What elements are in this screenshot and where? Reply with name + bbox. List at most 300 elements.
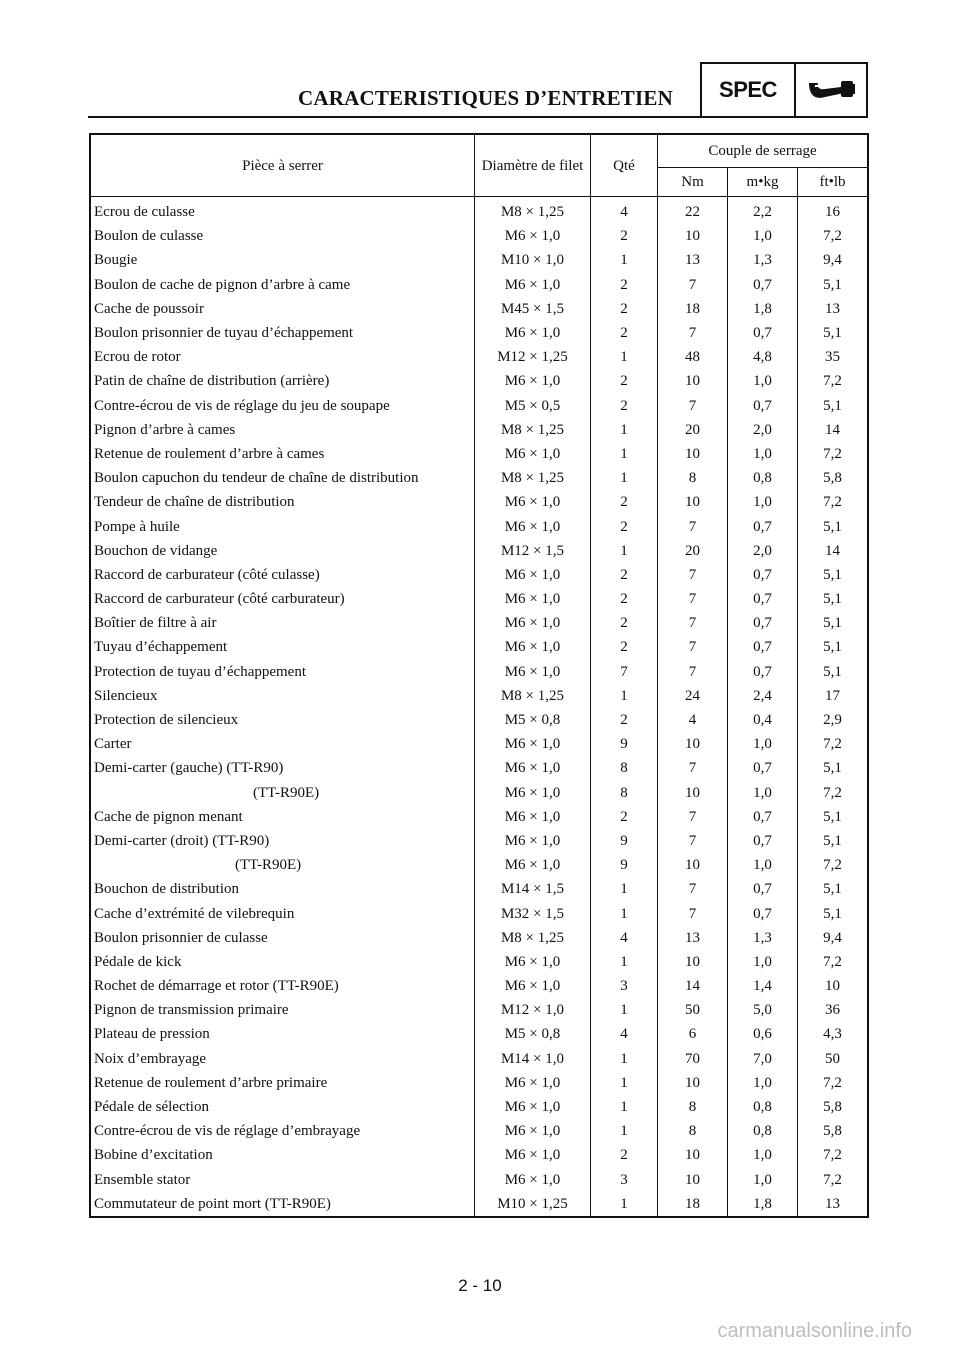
table-row <box>90 514 868 538</box>
cell-mkg: 0,8 <box>728 1119 798 1143</box>
cell-qty: 2 <box>591 297 658 321</box>
cell-ftlb: 16 <box>798 197 869 225</box>
cell-nm: 7 <box>658 273 728 297</box>
cell-thread: M8 × 1,25 <box>475 466 591 490</box>
cell-part: Ensemble stator <box>90 1168 475 1192</box>
cell-qty: 1 <box>591 684 658 708</box>
cell-nm: 7 <box>658 829 728 853</box>
cell-part: (TT-R90E) <box>90 853 475 877</box>
cell-thread: M14 × 1,0 <box>475 1047 591 1071</box>
cell-nm: 10 <box>658 732 728 756</box>
cell-mkg: 7,0 <box>728 1047 798 1071</box>
cell-ftlb: 5,8 <box>798 1119 869 1143</box>
cell-thread: M6 × 1,0 <box>475 224 591 248</box>
table-row <box>90 611 868 635</box>
cell-mkg: 1,8 <box>728 1192 798 1217</box>
table-row <box>90 635 868 659</box>
cell-part: Boîtier de filtre à air <box>90 611 475 635</box>
cell-nm: 22 <box>658 197 728 225</box>
cell-nm: 10 <box>658 369 728 393</box>
cell-thread: M6 × 1,0 <box>475 1119 591 1143</box>
table-row <box>90 418 868 442</box>
cell-ftlb: 5,1 <box>798 394 869 418</box>
watermark: carmanualsonline.info <box>717 1320 912 1342</box>
cell-ftlb: 5,1 <box>798 877 869 901</box>
cell-mkg: 1,0 <box>728 1071 798 1095</box>
cell-thread: M5 × 0,8 <box>475 708 591 732</box>
cell-thread: M6 × 1,0 <box>475 829 591 853</box>
page-number: 2 - 10 <box>458 1276 502 1295</box>
cell-qty: 1 <box>591 1071 658 1095</box>
cell-mkg: 1,4 <box>728 974 798 998</box>
table-row <box>90 587 868 611</box>
cell-thread: M6 × 1,0 <box>475 1071 591 1095</box>
table-row <box>90 224 868 248</box>
cell-nm: 7 <box>658 660 728 684</box>
cell-ftlb: 35 <box>798 345 869 369</box>
col-header-qty: Qté <box>591 134 658 197</box>
cell-qty: 2 <box>591 1143 658 1167</box>
cell-qty: 2 <box>591 490 658 514</box>
cell-thread: M10 × 1,0 <box>475 248 591 272</box>
cell-part: Retenue de roulement d’arbre primaire <box>90 1071 475 1095</box>
cell-thread: M6 × 1,0 <box>475 1143 591 1167</box>
cell-nm: 7 <box>658 394 728 418</box>
cell-nm: 7 <box>658 635 728 659</box>
cell-nm: 7 <box>658 901 728 925</box>
cell-qty: 2 <box>591 369 658 393</box>
cell-qty: 2 <box>591 224 658 248</box>
cell-ftlb: 5,1 <box>798 514 869 538</box>
cell-qty: 1 <box>591 1192 658 1217</box>
cell-mkg: 1,0 <box>728 732 798 756</box>
cell-part: Contre-écrou de vis de réglage d’embrayage <box>90 1119 475 1143</box>
table-row <box>90 490 868 514</box>
cell-part: Protection de tuyau d’échappement <box>90 660 475 684</box>
table-row <box>90 877 868 901</box>
cell-qty: 1 <box>591 877 658 901</box>
cell-mkg: 0,7 <box>728 321 798 345</box>
cell-mkg: 1,0 <box>728 224 798 248</box>
table-row <box>90 1119 868 1143</box>
cell-mkg: 1,0 <box>728 950 798 974</box>
cell-qty: 1 <box>591 998 658 1022</box>
cell-qty: 9 <box>591 732 658 756</box>
cell-thread: M12 × 1,5 <box>475 539 591 563</box>
table-row <box>90 901 868 925</box>
cell-part: Retenue de roulement d’arbre à cames <box>90 442 475 466</box>
table-row <box>90 1168 868 1192</box>
cell-mkg: 0,7 <box>728 563 798 587</box>
cell-nm: 18 <box>658 297 728 321</box>
cell-nm: 10 <box>658 1071 728 1095</box>
cell-ftlb: 5,1 <box>798 829 869 853</box>
cell-qty: 2 <box>591 563 658 587</box>
cell-part: Tendeur de chaîne de distribution <box>90 490 475 514</box>
cell-part: Patin de chaîne de distribution (arrière) <box>90 369 475 393</box>
table-row <box>90 998 868 1022</box>
cell-ftlb: 7,2 <box>798 950 869 974</box>
cell-mkg: 0,7 <box>728 394 798 418</box>
cell-nm: 48 <box>658 345 728 369</box>
table-row <box>90 1071 868 1095</box>
cell-qty: 1 <box>591 345 658 369</box>
torque-spec-table <box>89 133 869 1218</box>
cell-ftlb: 50 <box>798 1047 869 1071</box>
cell-thread: M8 × 1,25 <box>475 684 591 708</box>
cell-ftlb: 4,3 <box>798 1022 869 1046</box>
cell-part: Bougie <box>90 248 475 272</box>
cell-nm: 20 <box>658 539 728 563</box>
cell-ftlb: 14 <box>798 539 869 563</box>
cell-mkg: 0,7 <box>728 756 798 780</box>
cell-mkg: 0,7 <box>728 611 798 635</box>
cell-qty: 4 <box>591 197 658 225</box>
cell-part: Pédale de kick <box>90 950 475 974</box>
cell-part: Silencieux <box>90 684 475 708</box>
table-row <box>90 1095 868 1119</box>
cell-mkg: 0,7 <box>728 514 798 538</box>
cell-part: Demi-carter (droit) (TT-R90) <box>90 829 475 853</box>
cell-mkg: 0,7 <box>728 901 798 925</box>
cell-nm: 8 <box>658 1119 728 1143</box>
table-row <box>90 297 868 321</box>
cell-thread: M8 × 1,25 <box>475 926 591 950</box>
cell-nm: 8 <box>658 1095 728 1119</box>
table-row <box>90 369 868 393</box>
cell-part: Raccord de carburateur (côté carburateur) <box>90 587 475 611</box>
cell-ftlb: 7,2 <box>798 1143 869 1167</box>
cell-part: Plateau de pression <box>90 1022 475 1046</box>
cell-ftlb: 7,2 <box>798 1168 869 1192</box>
col-header-nm: Nm <box>658 168 728 197</box>
cell-nm: 20 <box>658 418 728 442</box>
cell-qty: 3 <box>591 974 658 998</box>
cell-mkg: 2,2 <box>728 197 798 225</box>
cell-part: Raccord de carburateur (côté culasse) <box>90 563 475 587</box>
cell-qty: 3 <box>591 1168 658 1192</box>
cell-ftlb: 5,8 <box>798 1095 869 1119</box>
cell-thread: M6 × 1,0 <box>475 635 591 659</box>
cell-part: Boulon prisonnier de culasse <box>90 926 475 950</box>
cell-ftlb: 14 <box>798 418 869 442</box>
cell-thread: M6 × 1,0 <box>475 732 591 756</box>
cell-part: Bobine d’excitation <box>90 1143 475 1167</box>
table-row <box>90 539 868 563</box>
table-row <box>90 197 868 225</box>
cell-mkg: 0,7 <box>728 805 798 829</box>
cell-ftlb: 7,2 <box>798 1071 869 1095</box>
wrench-icon <box>796 64 866 116</box>
table-row <box>90 442 868 466</box>
cell-part: Contre-écrou de vis de réglage du jeu de soupape <box>90 394 475 418</box>
cell-part: Bouchon de vidange <box>90 539 475 563</box>
cell-qty: 1 <box>591 950 658 974</box>
cell-mkg: 1,0 <box>728 490 798 514</box>
cell-mkg: 2,0 <box>728 539 798 563</box>
cell-thread: M6 × 1,0 <box>475 781 591 805</box>
table-row <box>90 1022 868 1046</box>
cell-thread: M8 × 1,25 <box>475 418 591 442</box>
cell-nm: 10 <box>658 950 728 974</box>
cell-nm: 7 <box>658 611 728 635</box>
cell-part: Ecrou de rotor <box>90 345 475 369</box>
cell-nm: 7 <box>658 587 728 611</box>
cell-part: (TT-R90E) <box>90 781 475 805</box>
cell-part: Cache d’extrémité de vilebrequin <box>90 901 475 925</box>
cell-nm: 50 <box>658 998 728 1022</box>
cell-qty: 2 <box>591 611 658 635</box>
cell-part: Demi-carter (gauche) (TT-R90) <box>90 756 475 780</box>
cell-thread: M6 × 1,0 <box>475 1095 591 1119</box>
cell-nm: 70 <box>658 1047 728 1071</box>
cell-ftlb: 7,2 <box>798 442 869 466</box>
cell-ftlb: 5,1 <box>798 273 869 297</box>
col-header-part: Pièce à serrer <box>90 134 475 197</box>
cell-nm: 24 <box>658 684 728 708</box>
cell-ftlb: 5,1 <box>798 805 869 829</box>
cell-nm: 10 <box>658 853 728 877</box>
cell-ftlb: 5,1 <box>798 756 869 780</box>
spec-badge <box>700 62 868 118</box>
cell-thread: M6 × 1,0 <box>475 853 591 877</box>
col-header-thread: Diamètre de filet <box>475 134 591 197</box>
cell-thread: M6 × 1,0 <box>475 660 591 684</box>
cell-part: Carter <box>90 732 475 756</box>
cell-thread: M6 × 1,0 <box>475 1168 591 1192</box>
cell-ftlb: 36 <box>798 998 869 1022</box>
cell-mkg: 0,7 <box>728 660 798 684</box>
cell-part: Commutateur de point mort (TT-R90E) <box>90 1192 475 1217</box>
cell-ftlb: 7,2 <box>798 781 869 805</box>
cell-mkg: 0,7 <box>728 877 798 901</box>
table-row <box>90 394 868 418</box>
table-row <box>90 926 868 950</box>
cell-thread: M14 × 1,5 <box>475 877 591 901</box>
cell-thread: M6 × 1,0 <box>475 756 591 780</box>
cell-thread: M12 × 1,0 <box>475 998 591 1022</box>
cell-qty: 4 <box>591 1022 658 1046</box>
cell-part: Ecrou de culasse <box>90 197 475 225</box>
spec-badge-label: SPEC <box>702 64 796 116</box>
cell-qty: 4 <box>591 926 658 950</box>
table-row <box>90 805 868 829</box>
cell-ftlb: 17 <box>798 684 869 708</box>
cell-ftlb: 7,2 <box>798 369 869 393</box>
cell-ftlb: 7,2 <box>798 224 869 248</box>
cell-ftlb: 2,9 <box>798 708 869 732</box>
cell-nm: 4 <box>658 708 728 732</box>
table-row <box>90 1047 868 1071</box>
cell-qty: 8 <box>591 756 658 780</box>
cell-qty: 1 <box>591 1047 658 1071</box>
cell-thread: M6 × 1,0 <box>475 950 591 974</box>
table-row <box>90 853 868 877</box>
table-row <box>90 1143 868 1167</box>
cell-part: Pignon d’arbre à cames <box>90 418 475 442</box>
cell-ftlb: 5,1 <box>798 635 869 659</box>
cell-nm: 7 <box>658 563 728 587</box>
cell-mkg: 1,3 <box>728 248 798 272</box>
cell-qty: 2 <box>591 321 658 345</box>
cell-mkg: 0,4 <box>728 708 798 732</box>
cell-mkg: 1,0 <box>728 781 798 805</box>
cell-part: Pédale de sélection <box>90 1095 475 1119</box>
cell-ftlb: 5,1 <box>798 563 869 587</box>
cell-mkg: 0,8 <box>728 1095 798 1119</box>
cell-thread: M6 × 1,0 <box>475 611 591 635</box>
cell-qty: 1 <box>591 1119 658 1143</box>
cell-part: Pompe à huile <box>90 514 475 538</box>
cell-thread: M6 × 1,0 <box>475 490 591 514</box>
col-header-ftlb: ft•lb <box>798 168 869 197</box>
cell-mkg: 1,0 <box>728 853 798 877</box>
cell-part: Tuyau d’échappement <box>90 635 475 659</box>
cell-qty: 2 <box>591 394 658 418</box>
cell-part: Cache de pignon menant <box>90 805 475 829</box>
cell-nm: 10 <box>658 781 728 805</box>
cell-nm: 7 <box>658 877 728 901</box>
cell-qty: 1 <box>591 901 658 925</box>
cell-part: Rochet de démarrage et rotor (TT-R90E) <box>90 974 475 998</box>
table-row <box>90 345 868 369</box>
cell-ftlb: 10 <box>798 974 869 998</box>
table-row <box>90 708 868 732</box>
cell-mkg: 2,0 <box>728 418 798 442</box>
cell-ftlb: 13 <box>798 297 869 321</box>
table-row <box>90 466 868 490</box>
cell-part: Pignon de transmission primaire <box>90 998 475 1022</box>
cell-mkg: 1,0 <box>728 442 798 466</box>
cell-ftlb: 5,1 <box>798 321 869 345</box>
cell-nm: 7 <box>658 321 728 345</box>
cell-nm: 7 <box>658 805 728 829</box>
table-row <box>90 684 868 708</box>
cell-ftlb: 7,2 <box>798 732 869 756</box>
table-row <box>90 1192 868 1217</box>
cell-mkg: 4,8 <box>728 345 798 369</box>
cell-qty: 1 <box>591 418 658 442</box>
cell-nm: 14 <box>658 974 728 998</box>
cell-ftlb: 5,1 <box>798 901 869 925</box>
cell-mkg: 1,0 <box>728 1143 798 1167</box>
cell-ftlb: 7,2 <box>798 490 869 514</box>
cell-part: Boulon prisonnier de tuyau d’échappement <box>90 321 475 345</box>
cell-nm: 18 <box>658 1192 728 1217</box>
cell-thread: M6 × 1,0 <box>475 442 591 466</box>
col-header-torque: Couple de serrage <box>658 134 869 168</box>
table-row <box>90 829 868 853</box>
cell-mkg: 0,7 <box>728 635 798 659</box>
table-row <box>90 248 868 272</box>
cell-qty: 9 <box>591 829 658 853</box>
table-row <box>90 756 868 780</box>
cell-thread: M6 × 1,0 <box>475 563 591 587</box>
cell-nm: 10 <box>658 442 728 466</box>
cell-qty: 1 <box>591 1095 658 1119</box>
cell-qty: 8 <box>591 781 658 805</box>
cell-qty: 1 <box>591 442 658 466</box>
cell-qty: 2 <box>591 273 658 297</box>
cell-mkg: 2,4 <box>728 684 798 708</box>
cell-ftlb: 5,1 <box>798 611 869 635</box>
cell-nm: 8 <box>658 466 728 490</box>
cell-thread: M6 × 1,0 <box>475 514 591 538</box>
cell-qty: 2 <box>591 635 658 659</box>
cell-part: Protection de silencieux <box>90 708 475 732</box>
cell-thread: M32 × 1,5 <box>475 901 591 925</box>
cell-part: Boulon de culasse <box>90 224 475 248</box>
cell-thread: M6 × 1,0 <box>475 369 591 393</box>
cell-part: Bouchon de distribution <box>90 877 475 901</box>
table-row <box>90 660 868 684</box>
cell-mkg: 1,8 <box>728 297 798 321</box>
table-row <box>90 563 868 587</box>
cell-mkg: 0,7 <box>728 273 798 297</box>
cell-nm: 10 <box>658 1168 728 1192</box>
cell-thread: M5 × 0,5 <box>475 394 591 418</box>
cell-thread: M5 × 0,8 <box>475 1022 591 1046</box>
cell-ftlb: 9,4 <box>798 248 869 272</box>
table-row <box>90 732 868 756</box>
cell-mkg: 1,0 <box>728 369 798 393</box>
cell-qty: 7 <box>591 660 658 684</box>
cell-ftlb: 5,1 <box>798 660 869 684</box>
cell-ftlb: 9,4 <box>798 926 869 950</box>
cell-mkg: 5,0 <box>728 998 798 1022</box>
table-row <box>90 950 868 974</box>
cell-part: Boulon de cache de pignon d’arbre à came <box>90 273 475 297</box>
cell-mkg: 0,7 <box>728 829 798 853</box>
cell-mkg: 0,6 <box>728 1022 798 1046</box>
cell-qty: 1 <box>591 466 658 490</box>
cell-thread: M45 × 1,5 <box>475 297 591 321</box>
table-body <box>90 197 868 1217</box>
cell-nm: 6 <box>658 1022 728 1046</box>
cell-qty: 2 <box>591 587 658 611</box>
cell-ftlb: 5,8 <box>798 466 869 490</box>
cell-mkg: 0,7 <box>728 587 798 611</box>
col-header-mkg: m•kg <box>728 168 798 197</box>
cell-thread: M6 × 1,0 <box>475 321 591 345</box>
cell-mkg: 1,3 <box>728 926 798 950</box>
table-row <box>90 974 868 998</box>
cell-qty: 2 <box>591 514 658 538</box>
cell-nm: 10 <box>658 490 728 514</box>
cell-thread: M12 × 1,25 <box>475 345 591 369</box>
table-row <box>90 781 868 805</box>
cell-part: Cache de poussoir <box>90 297 475 321</box>
cell-nm: 10 <box>658 1143 728 1167</box>
cell-qty: 1 <box>591 539 658 563</box>
cell-nm: 10 <box>658 224 728 248</box>
cell-thread: M6 × 1,0 <box>475 974 591 998</box>
cell-thread: M10 × 1,25 <box>475 1192 591 1217</box>
cell-qty: 2 <box>591 805 658 829</box>
cell-nm: 13 <box>658 248 728 272</box>
cell-part: Noix d’embrayage <box>90 1047 475 1071</box>
table-row <box>90 321 868 345</box>
cell-nm: 7 <box>658 756 728 780</box>
cell-thread: M8 × 1,25 <box>475 197 591 225</box>
cell-qty: 2 <box>591 708 658 732</box>
cell-mkg: 0,8 <box>728 466 798 490</box>
cell-thread: M6 × 1,0 <box>475 805 591 829</box>
cell-qty: 1 <box>591 248 658 272</box>
cell-nm: 7 <box>658 514 728 538</box>
cell-thread: M6 × 1,0 <box>475 587 591 611</box>
page-title: CARACTERISTIQUES D’ENTRETIEN <box>298 86 673 110</box>
